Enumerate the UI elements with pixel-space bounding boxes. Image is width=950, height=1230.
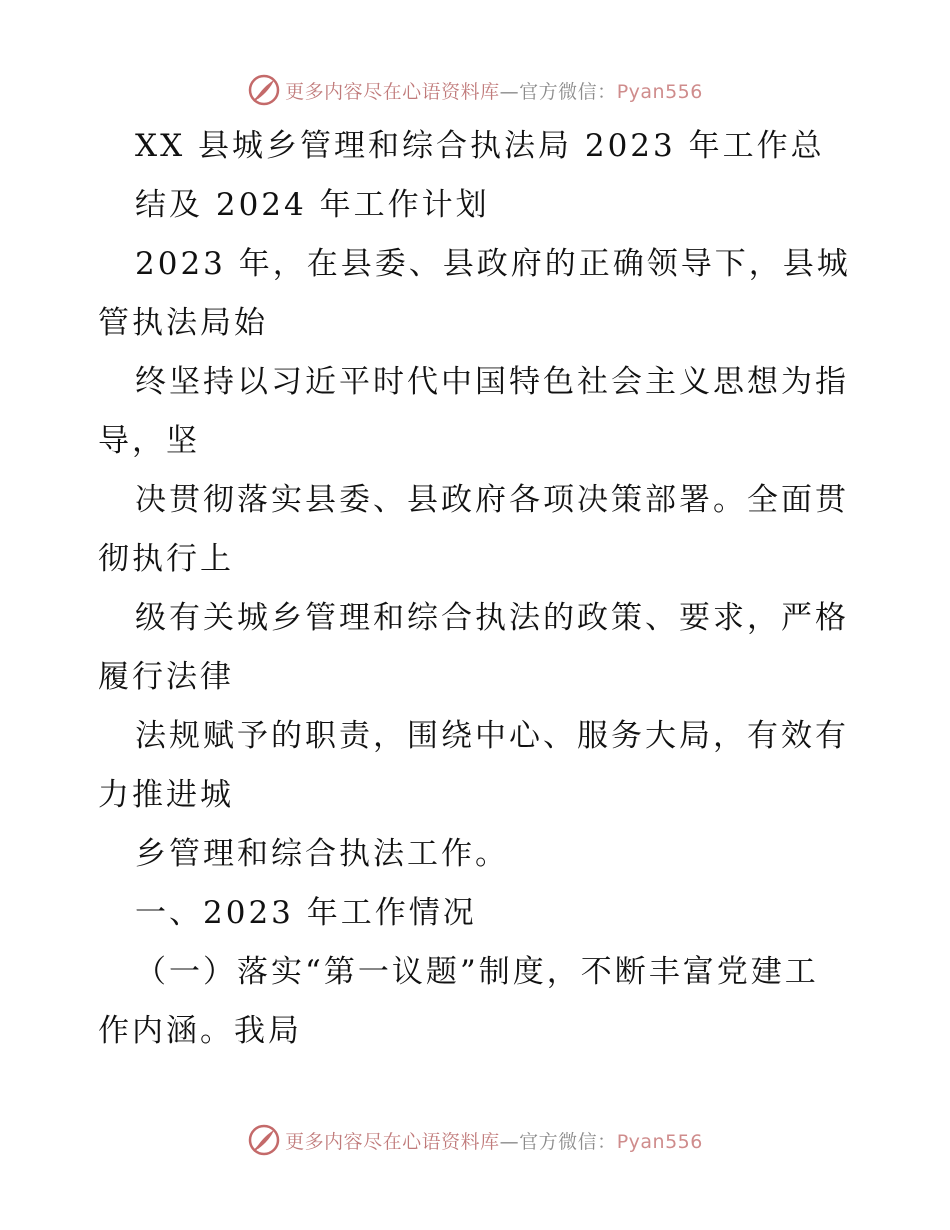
doc-text-line: 彻执行上 (98, 541, 234, 577)
watermark-header (0, 70, 950, 110)
feather-pen-logo-icon (247, 73, 281, 107)
doc-text-line: 履行法律 (98, 659, 234, 695)
doc-text-line: 2023 年，在县委、县政府的正确领导下，县城 (135, 246, 851, 282)
watermark-text: 更多内容尽在心语资料库—官方微信：Pyan556 (285, 80, 703, 103)
doc-section-heading: 一、2023 年工作情况 (135, 895, 477, 931)
doc-text-line: 法规赋予的职责，围绕中心、服务大局，有效有 (135, 718, 849, 754)
doc-text-line: 导，坚 (98, 423, 200, 459)
doc-title-line-2: 结及 2024 年工作计划 (135, 187, 490, 223)
doc-text-line: 力推进城 (98, 777, 234, 813)
doc-text-line: 乡管理和综合执法工作。 (135, 836, 509, 872)
doc-text-line: 终坚持以习近平时代中国特色社会主义思想为指 (135, 364, 849, 400)
doc-title-line-1: XX 县城乡管理和综合执法局 2023 年工作总 (135, 128, 825, 164)
watermark-footer (0, 1120, 950, 1160)
doc-subsection-heading: （一）落实“第一议题”制度，不断丰富党建工 (135, 954, 819, 990)
watermark-text: 更多内容尽在心语资料库—官方微信：Pyan556 (285, 1130, 703, 1153)
doc-text-line: 决贯彻落实县委、县政府各项决策部署。全面贯 (135, 482, 849, 518)
doc-text-line: 级有关城乡管理和综合执法的政策、要求，严格 (135, 600, 849, 636)
doc-text-line: 作内涵。我局 (98, 1013, 302, 1049)
feather-pen-logo-icon (247, 1123, 281, 1157)
doc-text-line: 管执法局始 (98, 305, 268, 341)
